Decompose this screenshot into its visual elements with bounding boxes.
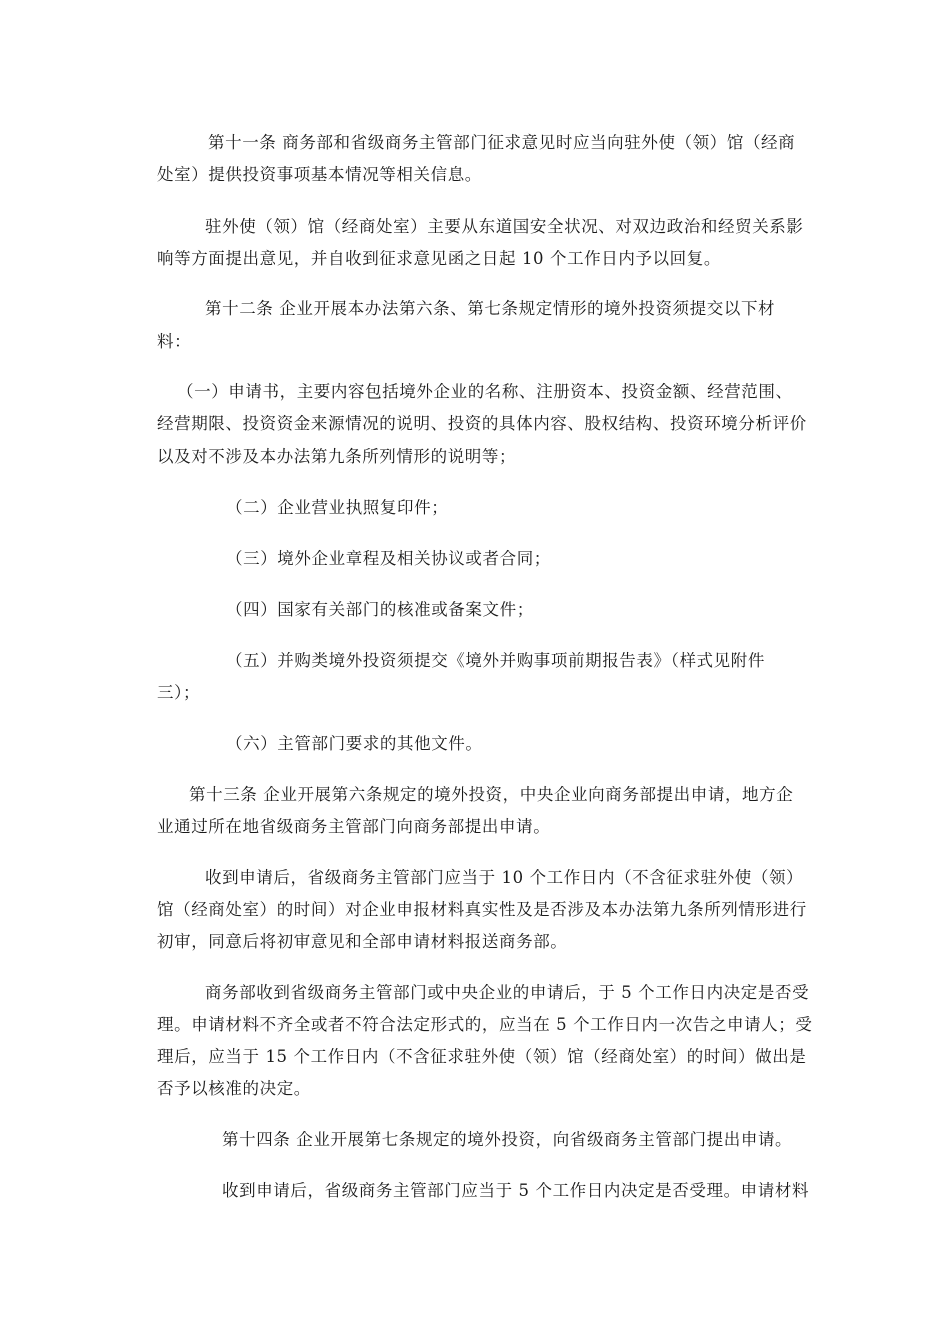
item-5-line-1: （五）并购类境外投资须提交《境外并购事项前期报告表》（样式见附件 [226, 651, 765, 670]
item-3-line: （三）境外企业章程及相关协议或者合同； [226, 549, 551, 568]
article-11-line-2: 处室）提供投资事项基本情况等相关信息。 [157, 165, 482, 184]
item-1-line-3: 以及对不涉及本办法第九条所列情形的说明等； [157, 447, 517, 466]
article-13-line-2: 业通过所在地省级商务主管部门向商务部提出申请。 [157, 817, 551, 836]
article-12-line-2: 料： [157, 332, 192, 351]
item-5-line-2: 三）； [157, 683, 201, 702]
article-13-ministry-line-2: 理。申请材料不齐全或者不符合法定形式的，应当在 5 个工作日内一次告之申请人；受 [157, 1015, 813, 1034]
item-4-line: （四）国家有关部门的核准或备案文件； [226, 600, 534, 619]
article-13-ministry-line-4: 否予以核准的决定。 [157, 1079, 311, 1098]
article-13-ministry-line-3: 理后，应当于 15 个工作日内（不含征求驻外使（领）馆（经商处室）的时间）做出是 [157, 1047, 807, 1066]
article-11-embassy-line-1: 驻外使（领）馆（经商处室）主要从东道国安全状况、对双边政治和经贸关系影 [205, 217, 804, 236]
item-6-line: （六）主管部门要求的其他文件。 [226, 734, 483, 753]
article-13-provincial-line-1: 收到申请后，省级商务主管部门应当于 10 个工作日内（不含征求驻外使（领） [205, 868, 804, 887]
article-11-line-1: 第十一条 商务部和省级商务主管部门征求意见时应当向驻外使（领）馆（经商 [208, 133, 796, 152]
article-13-provincial-line-2: 馆（经商处室）的时间）对企业申报材料真实性及是否涉及本办法第九条所列情形进行 [157, 900, 807, 919]
article-11-embassy-line-2: 响等方面提出意见，并自收到征求意见函之日起 10 个工作日内予以回复。 [157, 249, 721, 268]
article-14-line-1: 第十四条 企业开展第七条规定的境外投资，向省级商务主管部门提出申请。 [222, 1130, 793, 1149]
article-13-provincial-line-3: 初审，同意后将初审意见和全部申请材料报送商务部。 [157, 932, 568, 951]
article-13-ministry-line-1: 商务部收到省级商务主管部门或中央企业的申请后，于 5 个工作日内决定是否受 [205, 983, 810, 1002]
item-2-line: （二）企业营业执照复印件； [226, 498, 449, 517]
item-1-line-1: （一）申请书，主要内容包括境外企业的名称、注册资本、投资金额、经营范围、 [177, 382, 793, 401]
article-14-provincial-line-1: 收到申请后，省级商务主管部门应当于 5 个工作日内决定是否受理。申请材料 [222, 1181, 810, 1200]
article-12-line-1: 第十二条 企业开展本办法第六条、第七条规定情形的境外投资须提交以下材 [205, 299, 776, 318]
item-1-line-2: 经营期限、投资资金来源情况的说明、投资的具体内容、股权结构、投资环境分析评价 [157, 414, 807, 433]
article-13-line-1: 第十三条 企业开展第六条规定的境外投资，中央企业向商务部提出申请，地方企 [189, 785, 794, 804]
